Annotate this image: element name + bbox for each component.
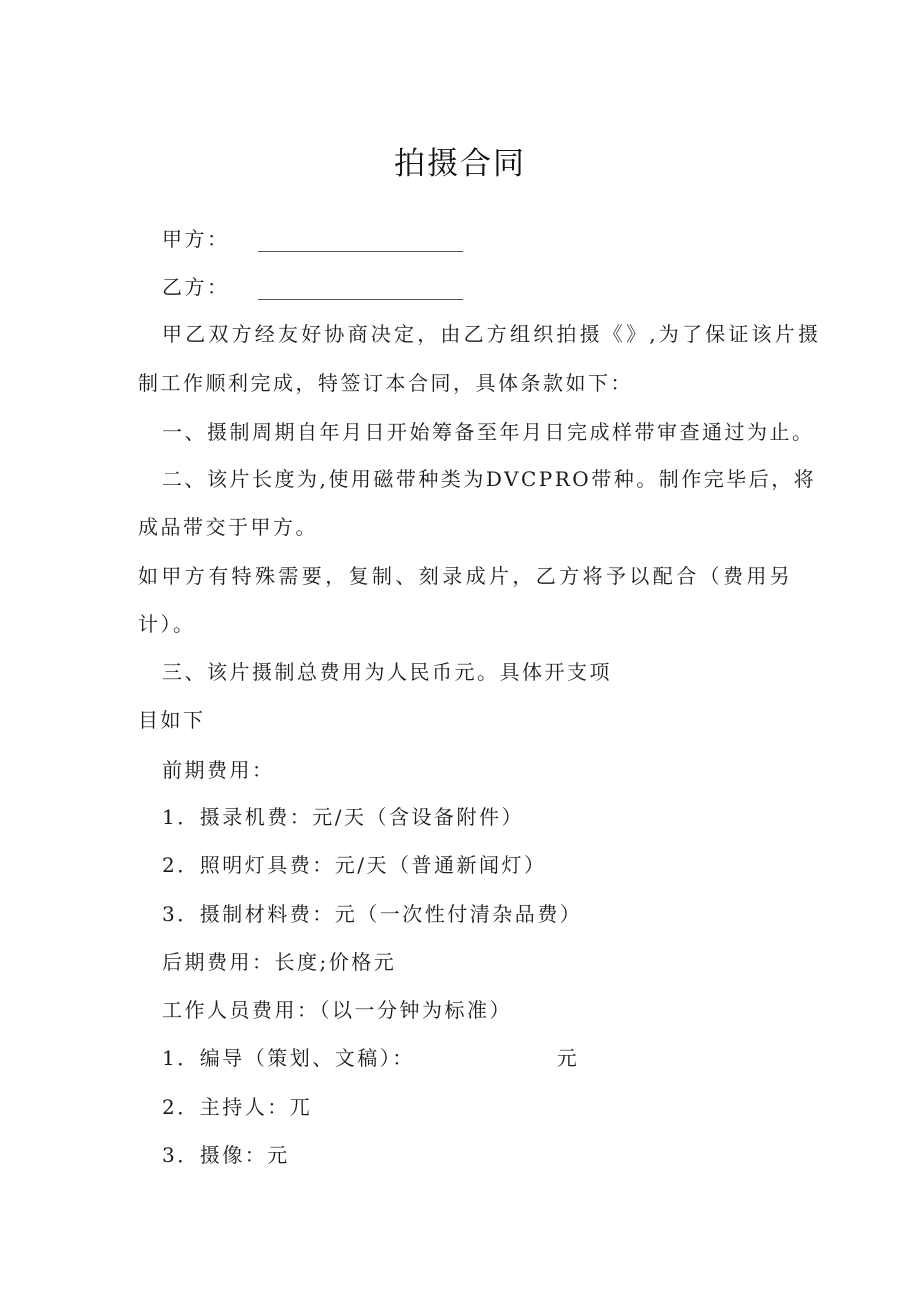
- intro-line-1: 甲乙双方经友好协商决定，由乙方组织拍摄《》,为了保证该片摄: [162, 322, 822, 346]
- post-cost: 后期费用：长度;价格元: [162, 950, 397, 974]
- staff-item-1-label: 1．编导（策划、文稿）：: [162, 1046, 415, 1070]
- party-a-blank: [258, 231, 463, 252]
- clause-3-line-1: 三、该片摄制总费用为人民币元。具体开支项: [162, 660, 612, 684]
- note-line-1: 如甲方有特殊需要，复制、刻录成片，乙方将予以配合（费用另: [138, 564, 794, 588]
- party-b-label: 乙方：: [162, 275, 230, 299]
- clause-2-line-2: 成品带交于甲方。: [138, 515, 318, 539]
- clause-3-line-2: 目如下: [138, 708, 206, 732]
- pre-cost-item-2: 2．照明灯具费：元/天（普通新闻灯）: [162, 853, 547, 877]
- party-a-row: [162, 226, 463, 252]
- pre-cost-item-1: 1．摄录机费：元/天（含设备附件）: [162, 805, 524, 829]
- pre-cost-item-3: 3．摄制材料费：元（一次性付清杂品费）: [162, 902, 583, 926]
- page-title: 拍摄合同: [394, 146, 526, 182]
- staff-cost-heading: 工作人员费用：（以一分钟为标准）: [162, 998, 512, 1022]
- party-b-blank: [258, 279, 463, 300]
- note-line-2: 计）。: [138, 612, 196, 636]
- party-b-row: [162, 274, 463, 300]
- staff-item-1-unit: 元: [556, 1046, 580, 1070]
- clause-2-line-1: 二、该片长度为,使用磁带种类为DVCPRO带种。制作完毕后，将: [162, 467, 817, 491]
- clause-1: 一、摄制周期自年月日开始筹备至年月日完成样带审查通过为止。: [162, 420, 815, 444]
- pre-cost-heading: 前期费用：: [162, 758, 275, 782]
- staff-item-2: 2．主持人：兀: [162, 1095, 313, 1119]
- staff-item-3: 3．摄像：元: [162, 1143, 290, 1167]
- staff-item-1: [162, 1045, 579, 1071]
- party-a-label: 甲方：: [162, 227, 230, 251]
- intro-line-2: 制工作顺利完成，特签订本合同，具体条款如下：: [138, 371, 633, 395]
